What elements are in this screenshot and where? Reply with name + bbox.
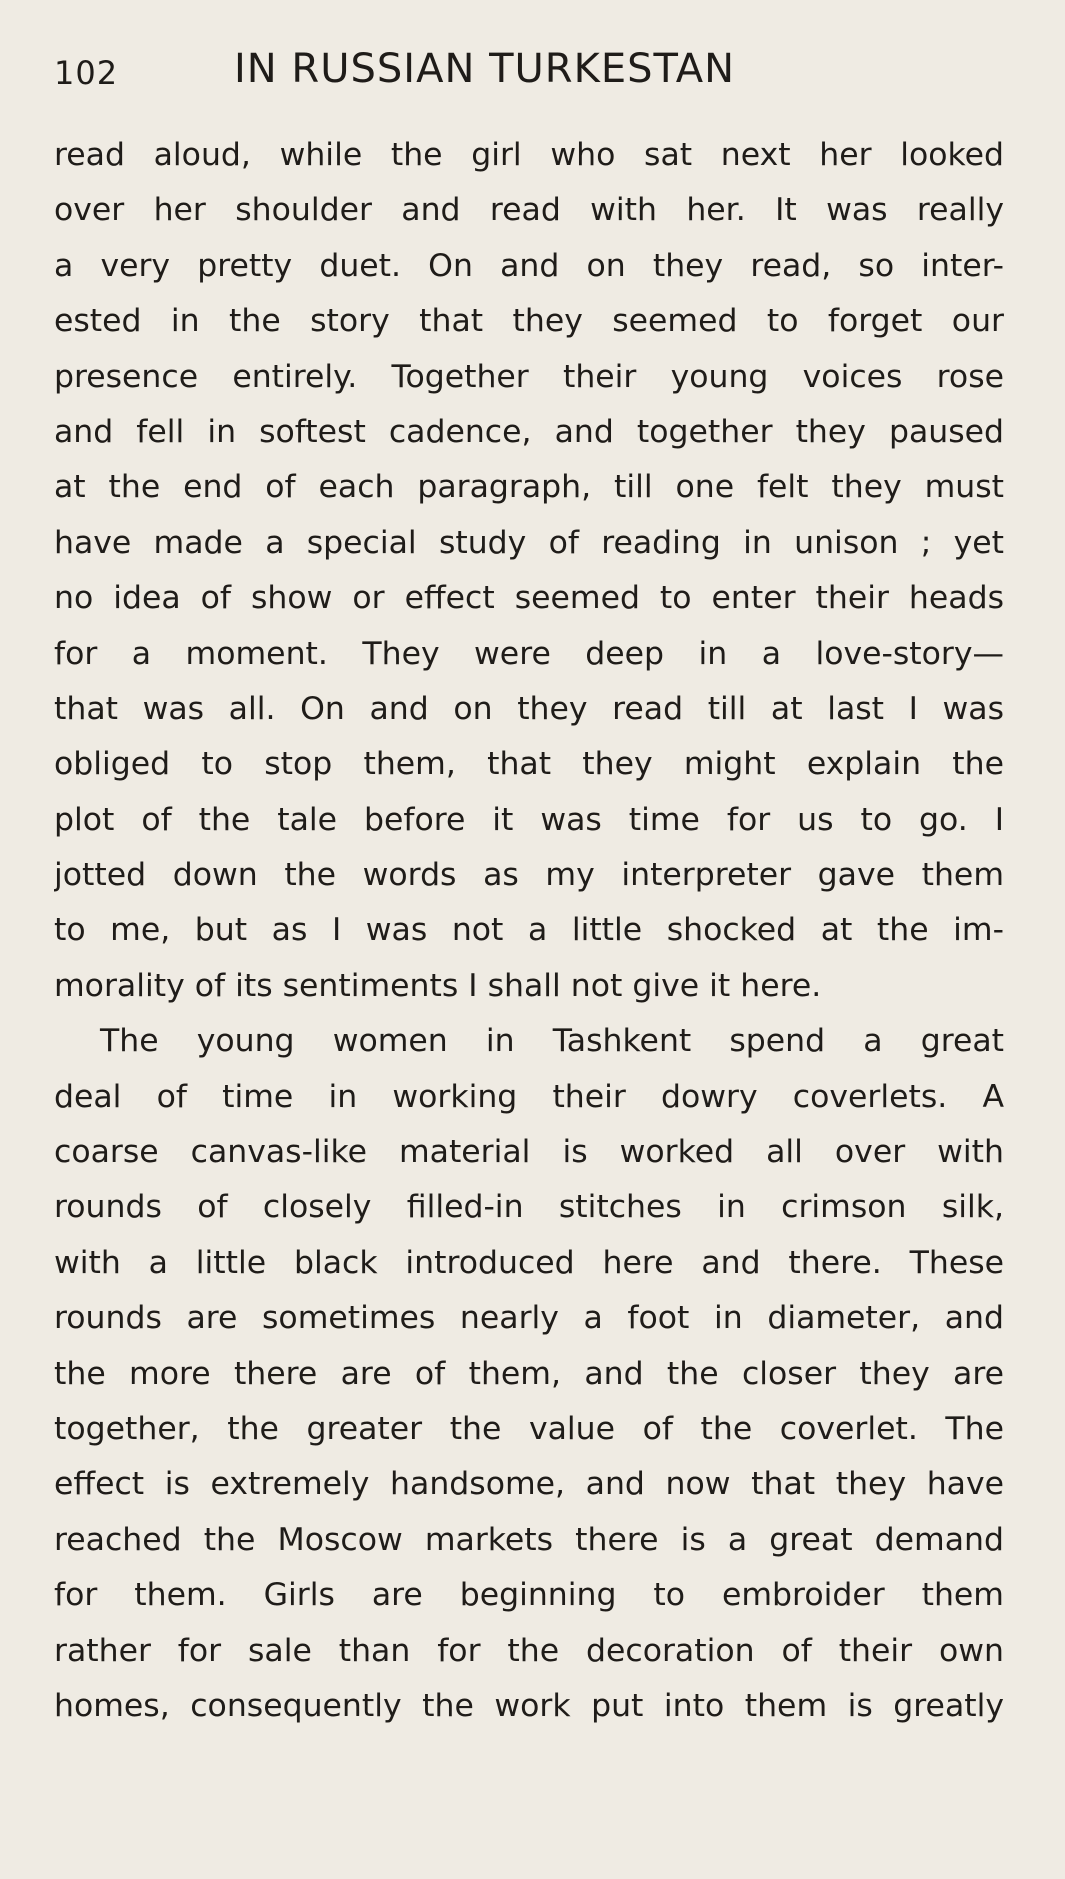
paragraph-end-line: morality of its sentiments I shall not give it here. — [54, 967, 822, 1004]
text-line: read aloud, while the girl who sat next her looked — [54, 137, 1004, 173]
text-line: rather for sale than for the decoration of their own — [54, 1632, 1004, 1669]
text-line: have made a special study of reading in unison ; yet — [54, 524, 1004, 561]
text-line: over her shoulder and read with her. It was really — [54, 192, 1004, 229]
text-line: the more there are of them, and the closer they are — [54, 1355, 1004, 1392]
text-line: effect is extremely handsome, and now that they have — [54, 1466, 1004, 1503]
text-line: presence entirely. Together their young voices rose — [54, 358, 1004, 395]
text-line: with a little black introduced here and there. These — [54, 1244, 1004, 1281]
page-number: 102 — [54, 54, 119, 92]
text-line: rounds are sometimes nearly a foot in diameter, and — [54, 1300, 1004, 1337]
text-line: a very pretty duet. On and on they read, so inter- — [54, 247, 1004, 284]
text-line: together, the greater the value of the coverlet. The — [54, 1410, 1004, 1447]
body-text — [54, 128, 1004, 1734]
text-line: no idea of show or effect seemed to enter their heads — [54, 580, 1004, 617]
text-line: that was all. On and on they read till at last I was — [54, 690, 1004, 727]
text-line: for a moment. They were deep in a love-story— — [54, 635, 1004, 672]
text-line: to me, but as I was not a little shocked at the im- — [54, 912, 1004, 949]
text-line: deal of time in working their dowry coverlets. A — [54, 1078, 1004, 1115]
text-line: obliged to stop them, that they might explain the — [54, 746, 1004, 783]
text-line: coarse canvas-like material is worked all over with — [54, 1134, 1004, 1171]
paragraph-start-line: The young women in Tashkent spend a great — [100, 1023, 1004, 1060]
text-line: reached the Moscow markets there is a great demand — [54, 1521, 1004, 1558]
text-line: for them. Girls are beginning to embroider them — [54, 1577, 1004, 1614]
running-header — [54, 44, 1004, 104]
text-line: and fell in softest cadence, and together they paused — [54, 413, 1004, 450]
running-title: IN RUSSIAN TURKESTAN — [234, 46, 736, 92]
text-line: plot of the tale before it was time for us to go. I — [54, 801, 1004, 838]
text-line: ested in the story that they seemed to forget our — [54, 303, 1004, 340]
text-line: rounds of closely filled-in stitches in crimson silk, — [54, 1189, 1004, 1226]
text-line: jotted down the words as my interpreter gave them — [54, 857, 1004, 894]
text-line: at the end of each paragraph, till one felt they must — [54, 469, 1004, 506]
text-line: homes, consequently the work put into them is greatly — [54, 1687, 1004, 1724]
